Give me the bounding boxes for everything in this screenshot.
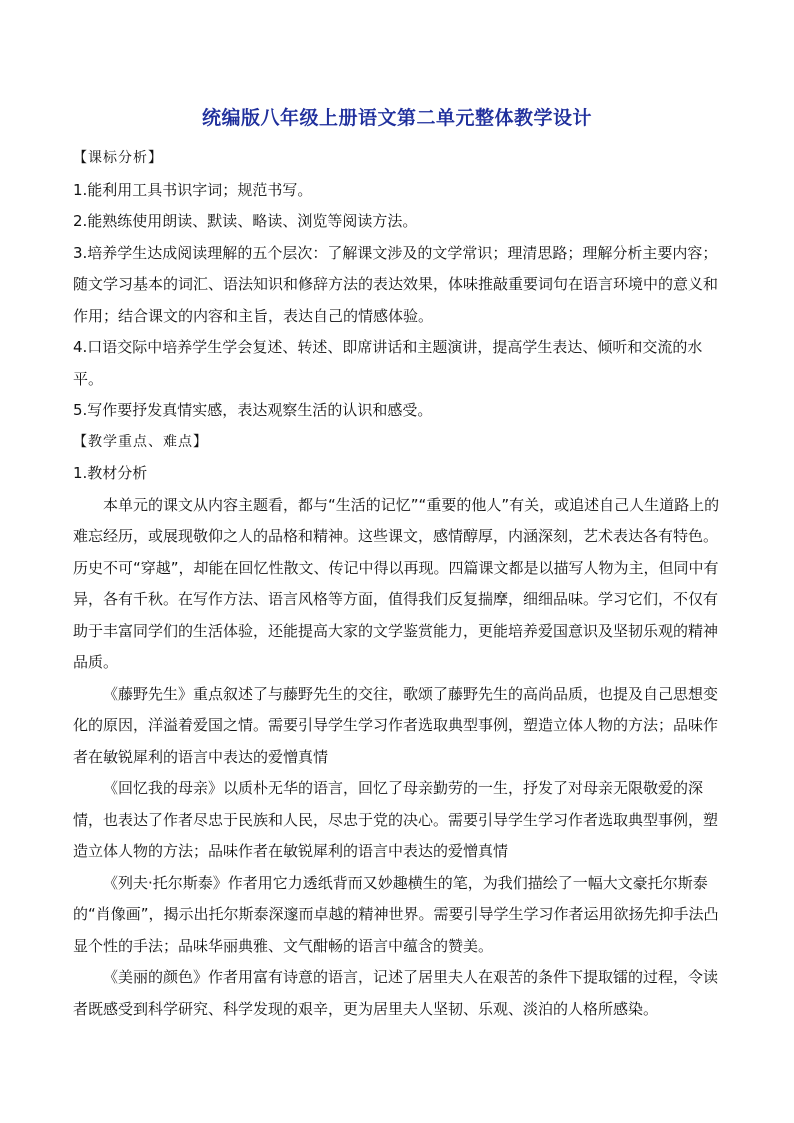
list-item: 5.写作要抒发真情实感，表达观察生活的认识和感受。 [73, 401, 433, 419]
body-paragraph: 《列夫·托尔斯泰》作者用它力透纸背而又妙趣横生的笔，为我们描绘了一幅大文豪托尔斯泰的“肖像画”，揭示出托尔斯泰深邃而卓越的精神世界。需要引导学生学习作者运用欲扬先抑手法凸显个性的手法；品味华丽典雅、文气酣畅的语言中蕴含的赞美。 [73, 873, 719, 955]
body-paragraph: 本单元的课文从内容主题看，都与“生活的记忆”“重要的他人”有关，或追述自己人生道路上的难忘经历，或展现敬仰之人的品格和精神。这些课文，感情醇厚，内涵深刻，艺术表达各有特色。历史不可“穿越”，却能在回忆性散文、传记中得以再现。四篇课文都是以描写人物为主，但同中有异，各有千秋。在写作方法、语言风格等方面，值得我们反复揣摩，细细品味。学习它们，不仅有助于丰富同学们的生活体验，还能提高大家的文学鉴赏能力，更能培养爱国意识及坚韧乐观的精神品质。 [73, 495, 720, 671]
section-heading-course-analysis: 【课标分析】 [73, 150, 163, 166]
document-body [73, 143, 723, 1025]
list-item: 3.培养学生达成阅读理解的五个层次：了解课文涉及的文学常识；理清思路；理解分析主要内容；随文学习基本的词汇、语法知识和修辞方法的表达效果，体味推敲重要词句在语言环境中的意义和作用；结合课文的内容和主旨，表达自己的情感体验。 [73, 243, 719, 325]
section-heading-key-points: 【教学重点、难点】 [73, 433, 208, 450]
body-paragraph: 《藤野先生》重点叙述了与藤野先生的交往，歌颂了藤野先生的高尚品质，也提及自己思想变化的原因，洋溢着爱国之情。需要引导学生学习作者选取典型事例，塑造立体人物的方法；品味作者在敏锐犀利的语言中表达的爱憎真情 [73, 684, 719, 766]
body-paragraph: 《美丽的颜色》作者用富有诗意的语言，记述了居里夫人在艰苦的条件下提取镭的过程，令读者既感受到科学研究、科学发现的艰辛，更为居里夫人坚韧、乐观、淡泊的人格所感染。 [73, 968, 719, 1018]
sub-heading-material-analysis: 1.教材分析 [73, 464, 148, 482]
list-item: 4.口语交际中培养学生学会复述、转述、即席讲话和主题演讲，提高学生表达、倾听和交流的水平。 [73, 338, 703, 388]
list-item: 2.能熟练使用朗读、默读、略读、浏览等阅读方法。 [73, 212, 418, 230]
document-title: 统编版八年级上册语文第二单元整体教学设计 [201, 107, 592, 129]
body-paragraph: 《回忆我的母亲》以质朴无华的语言，回忆了母亲勤劳的一生，抒发了对母亲无限敬爱的深情，也表达了作者尽忠于民族和人民，尽忠于党的决心。需要引导学生学习作者选取典型事例，塑造立体人物的方法；品味作者在敏锐犀利的语言中表达的爱憎真情 [73, 779, 719, 860]
list-item: 1.能利用工具书识字词；规范书写。 [73, 180, 313, 199]
